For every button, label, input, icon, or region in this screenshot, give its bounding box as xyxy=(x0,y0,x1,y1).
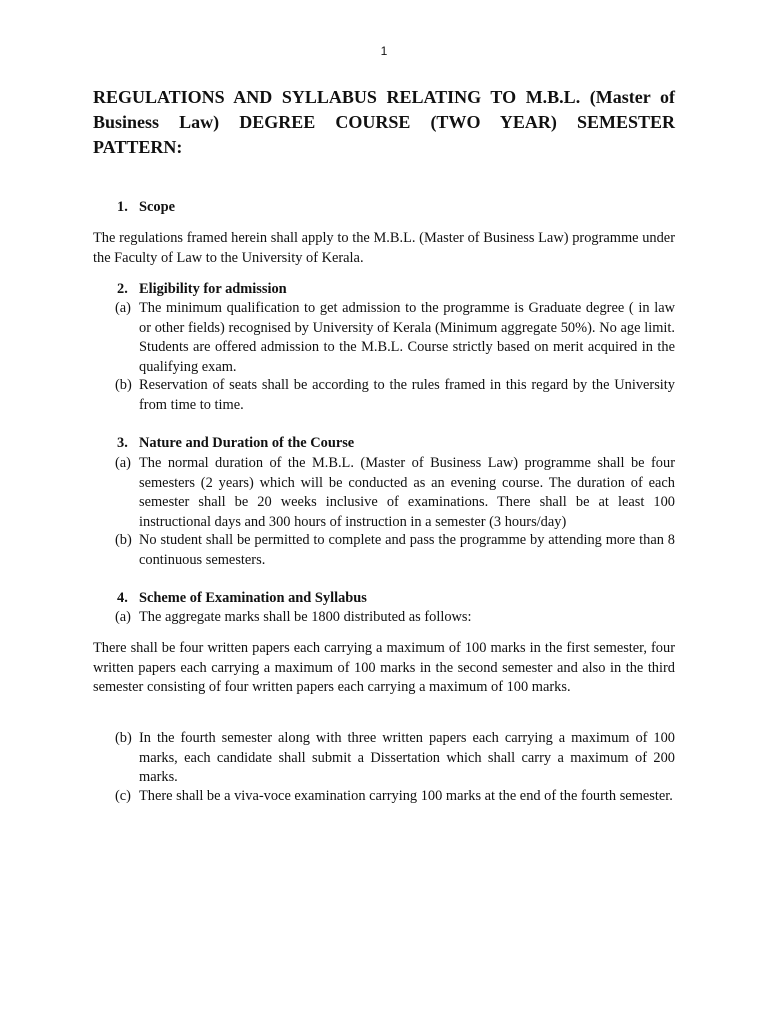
item-text: The normal duration of the M.B.L. (Master of Business Law) programme shall be four semesters (2 years) which will be conducted as an evening course. The duration of each semester shall be 20 weeks inclusive of examinations. There shall be at least 100 instructional days and 300 hours of instruction in a semester (3 hours/day) xyxy=(139,455,675,530)
section-heading-scheme xyxy=(117,589,367,609)
item-text: Reservation of seats shall be according to the rules framed in this regard by the University from time to time. xyxy=(139,377,675,413)
section-title: Scope xyxy=(139,199,175,215)
item-text: The aggregate marks shall be 1800 distributed as follows: xyxy=(139,609,472,625)
section-number: 1. xyxy=(117,199,128,215)
section-heading-nature xyxy=(117,434,354,454)
section-title: Eligibility for admission xyxy=(139,281,287,297)
list-item xyxy=(115,531,675,570)
page-number: 1 xyxy=(380,44,388,58)
item-text: No student shall be permitted to complete and pass the programme by attending more than 8 continuous semesters. xyxy=(139,532,675,568)
scope-paragraph: The regulations framed herein shall apply to the M.B.L. (Master of Business Law) programme under the Faculty of Law to the University of Kerala. xyxy=(93,230,675,266)
list-item xyxy=(115,376,675,415)
item-text: The minimum qualification to get admission to the programme is Graduate degree ( in law or other fields) recognised by University of Kerala (Minimum aggregate 50%). No age limit. Students are offered admission to the M.B.L. Course strictly based on merit acquired in the qualifying exam. xyxy=(139,300,675,375)
section-heading-scope xyxy=(117,198,175,218)
item-label: (b) xyxy=(115,730,132,746)
item-label: (a) xyxy=(115,455,131,471)
item-text: There shall be a viva-voce examination carrying 100 marks at the end of the fourth semester. xyxy=(139,788,673,804)
item-label: (a) xyxy=(115,609,131,625)
scheme-paragraph: There shall be four written papers each carrying a maximum of 100 marks in the first semester, four written papers each carrying a maximum of 100 marks in the second semester and also in the third semester consisting of four written papers each carrying a maximum of 100 marks. xyxy=(93,640,675,695)
section-title: Scheme of Examination and Syllabus xyxy=(139,590,367,606)
item-label: (c) xyxy=(115,788,131,804)
item-label: (a) xyxy=(115,300,131,316)
section-number: 2. xyxy=(117,281,128,297)
section-title: Nature and Duration of the Course xyxy=(139,435,355,451)
list-item xyxy=(115,787,675,807)
item-label: (b) xyxy=(115,377,132,393)
item-text: In the fourth semester along with three written papers each carrying a maximum of 100 marks, each candidate shall submit a Dissertation which shall carry a maximum of 200 marks. xyxy=(139,730,675,785)
document-title: REGULATIONS AND SYLLABUS RELATING TO M.B.L. (Master of Business Law) DEGREE COURSE (TWO YEAR) SEMESTER PATTERN: xyxy=(93,87,675,157)
section-number: 4. xyxy=(117,590,128,606)
item-label: (b) xyxy=(115,532,132,548)
section-heading-eligibility xyxy=(117,280,287,300)
list-item xyxy=(115,454,675,532)
section-number: 3. xyxy=(117,435,128,451)
list-item xyxy=(115,608,675,628)
list-item xyxy=(115,299,675,377)
list-item xyxy=(115,729,675,788)
